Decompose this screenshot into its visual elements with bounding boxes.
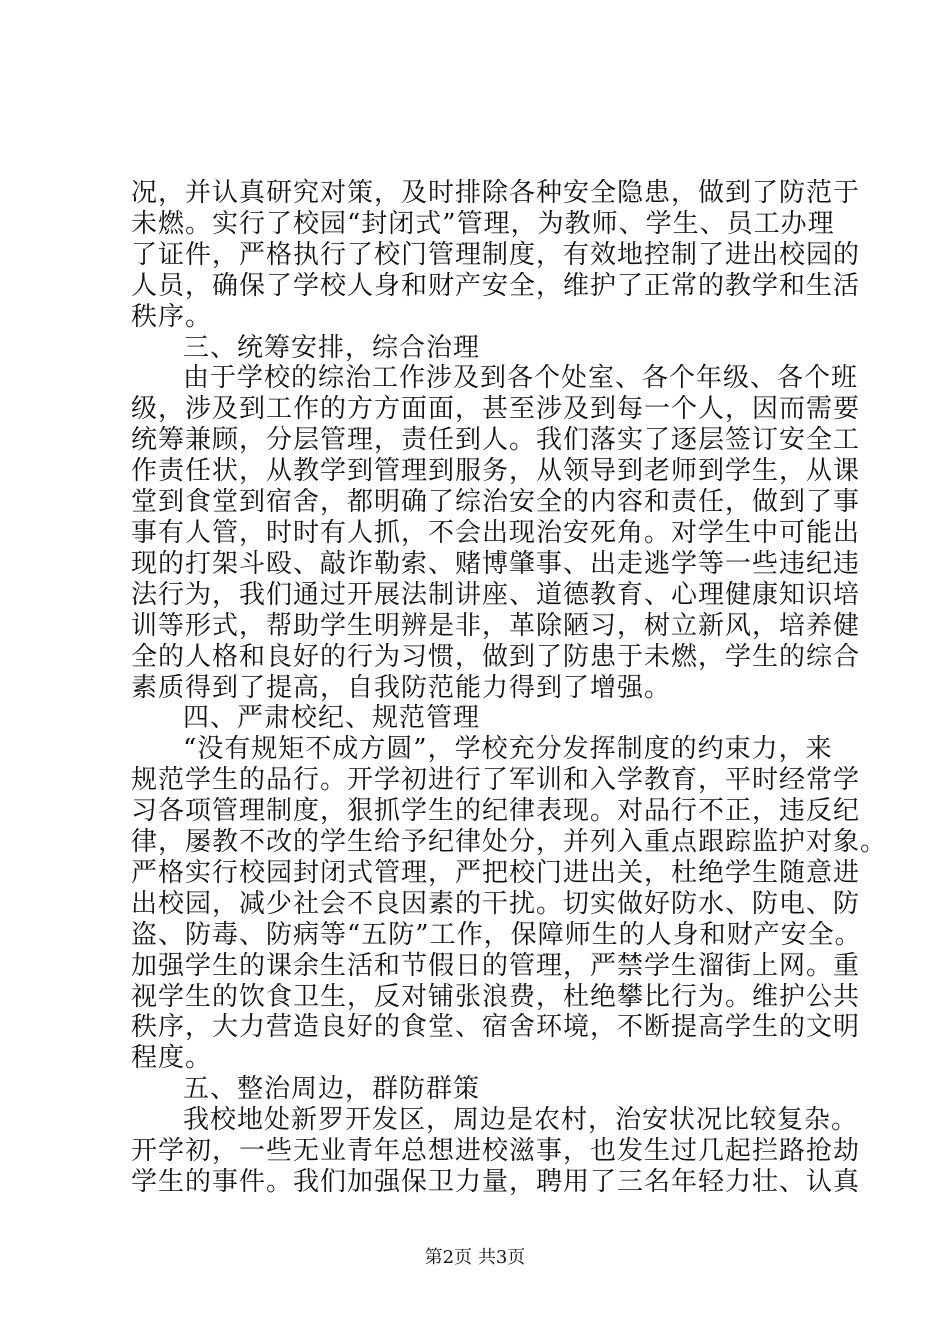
text-line: 人员，确保了学校人身和财产安全，维护了正常的教学和生活 — [131, 271, 861, 301]
text-line: 统筹兼顾，分层管理，责任到人。我们落实了逐层签订安全工 — [131, 425, 861, 455]
text-line: 况，并认真研究对策，及时排除各种安全隐患，做到了防范于 — [131, 178, 861, 208]
text-line: 作责任状，从教学到管理到服务，从领导到老师到学生，从课 — [131, 456, 861, 486]
text-line: 秩序。 — [131, 302, 213, 332]
text-line: 素质得到了提高，自我防范能力得到了增强。 — [131, 673, 672, 703]
section-heading: 五、整治周边，群防群策 — [183, 1074, 481, 1104]
text-line: 堂到食堂到宿舍，都明确了综治安全的内容和责任，做到了事 — [131, 487, 861, 517]
text-line: 盗、防毒、防病等“五防”工作，保障师生的人身和财产安全。 — [131, 920, 862, 950]
text-line: 事有人管，时时有人抓，不会出现治安死角。对学生中可能出 — [131, 518, 861, 548]
section-heading: 四、严肃校纪、规范管理 — [183, 703, 481, 733]
text-line: 我校地处新罗开发区，周边是农村，治安状况比较复杂。 — [183, 1105, 859, 1135]
text-line: 出校园，减少社会不良因素的干扰。切实做好防水、防电、防 — [131, 889, 861, 919]
text-line: 了证件，严格执行了校门管理制度，有效地控制了进出校园的 — [131, 240, 861, 270]
text-line: 学生的事件。我们加强保卫力量，聘用了三名年轻力壮、认真 — [131, 1167, 861, 1197]
text-line: 秩序，大力营造良好的食堂、宿舍环境，不断提高学生的文明 — [131, 1012, 861, 1042]
text-line: 视学生的饮食卫生，反对铺张浪费，杜绝攀比行为。维护公共 — [131, 982, 861, 1012]
text-line: 规范学生的品行。开学初进行了军训和入学教育，平时经常学 — [131, 765, 861, 795]
text-line: 法行为，我们通过开展法制讲座、道德教育、心理健康知识培 — [131, 580, 861, 610]
text-line: 未燃。实行了校园“封闭式”管理，为教师、学生、员工办理 — [131, 209, 835, 239]
text-line: 程度。 — [131, 1043, 213, 1073]
text-line: 开学初，一些无业青年总想进校滋事，也发生过几起拦路抢劫 — [131, 1136, 861, 1166]
text-line: 加强学生的课余生活和节假日的管理，严禁学生溜街上网。重 — [131, 951, 861, 981]
text-line: “没有规矩不成方圆”，学校充分发挥制度的约束力，来 — [183, 734, 833, 764]
text-line: 现的打架斗殴、敲诈勒索、赌博肇事、出走逃学等一些违纪违 — [131, 549, 861, 579]
text-line: 习各项管理制度，狠抓学生的纪律表现。对品行不正，违反纪 — [131, 796, 861, 826]
text-line: 由于学校的综治工作涉及到各个处室、各个年级、各个班 — [183, 363, 859, 393]
text-line: 律，屡教不改的学生给予纪律处分，并列入重点跟踪监护对象。 — [131, 827, 888, 857]
text-line: 严格实行校园封闭式管理，严把校门进出关，杜绝学生随意进 — [131, 858, 861, 888]
page-footer: 第2页 共3页 — [424, 1247, 526, 1268]
text-line: 全的人格和良好的行为习惯，做到了防患于未燃，学生的综合 — [131, 642, 861, 672]
section-heading: 三、统筹安排，综合治理 — [183, 333, 481, 363]
text-line: 级，涉及到工作的方方面面，甚至涉及到每一个人，因而需要 — [131, 394, 861, 424]
text-line: 训等形式，帮助学生明辨是非，革除陋习，树立新风，培养健 — [131, 611, 861, 641]
